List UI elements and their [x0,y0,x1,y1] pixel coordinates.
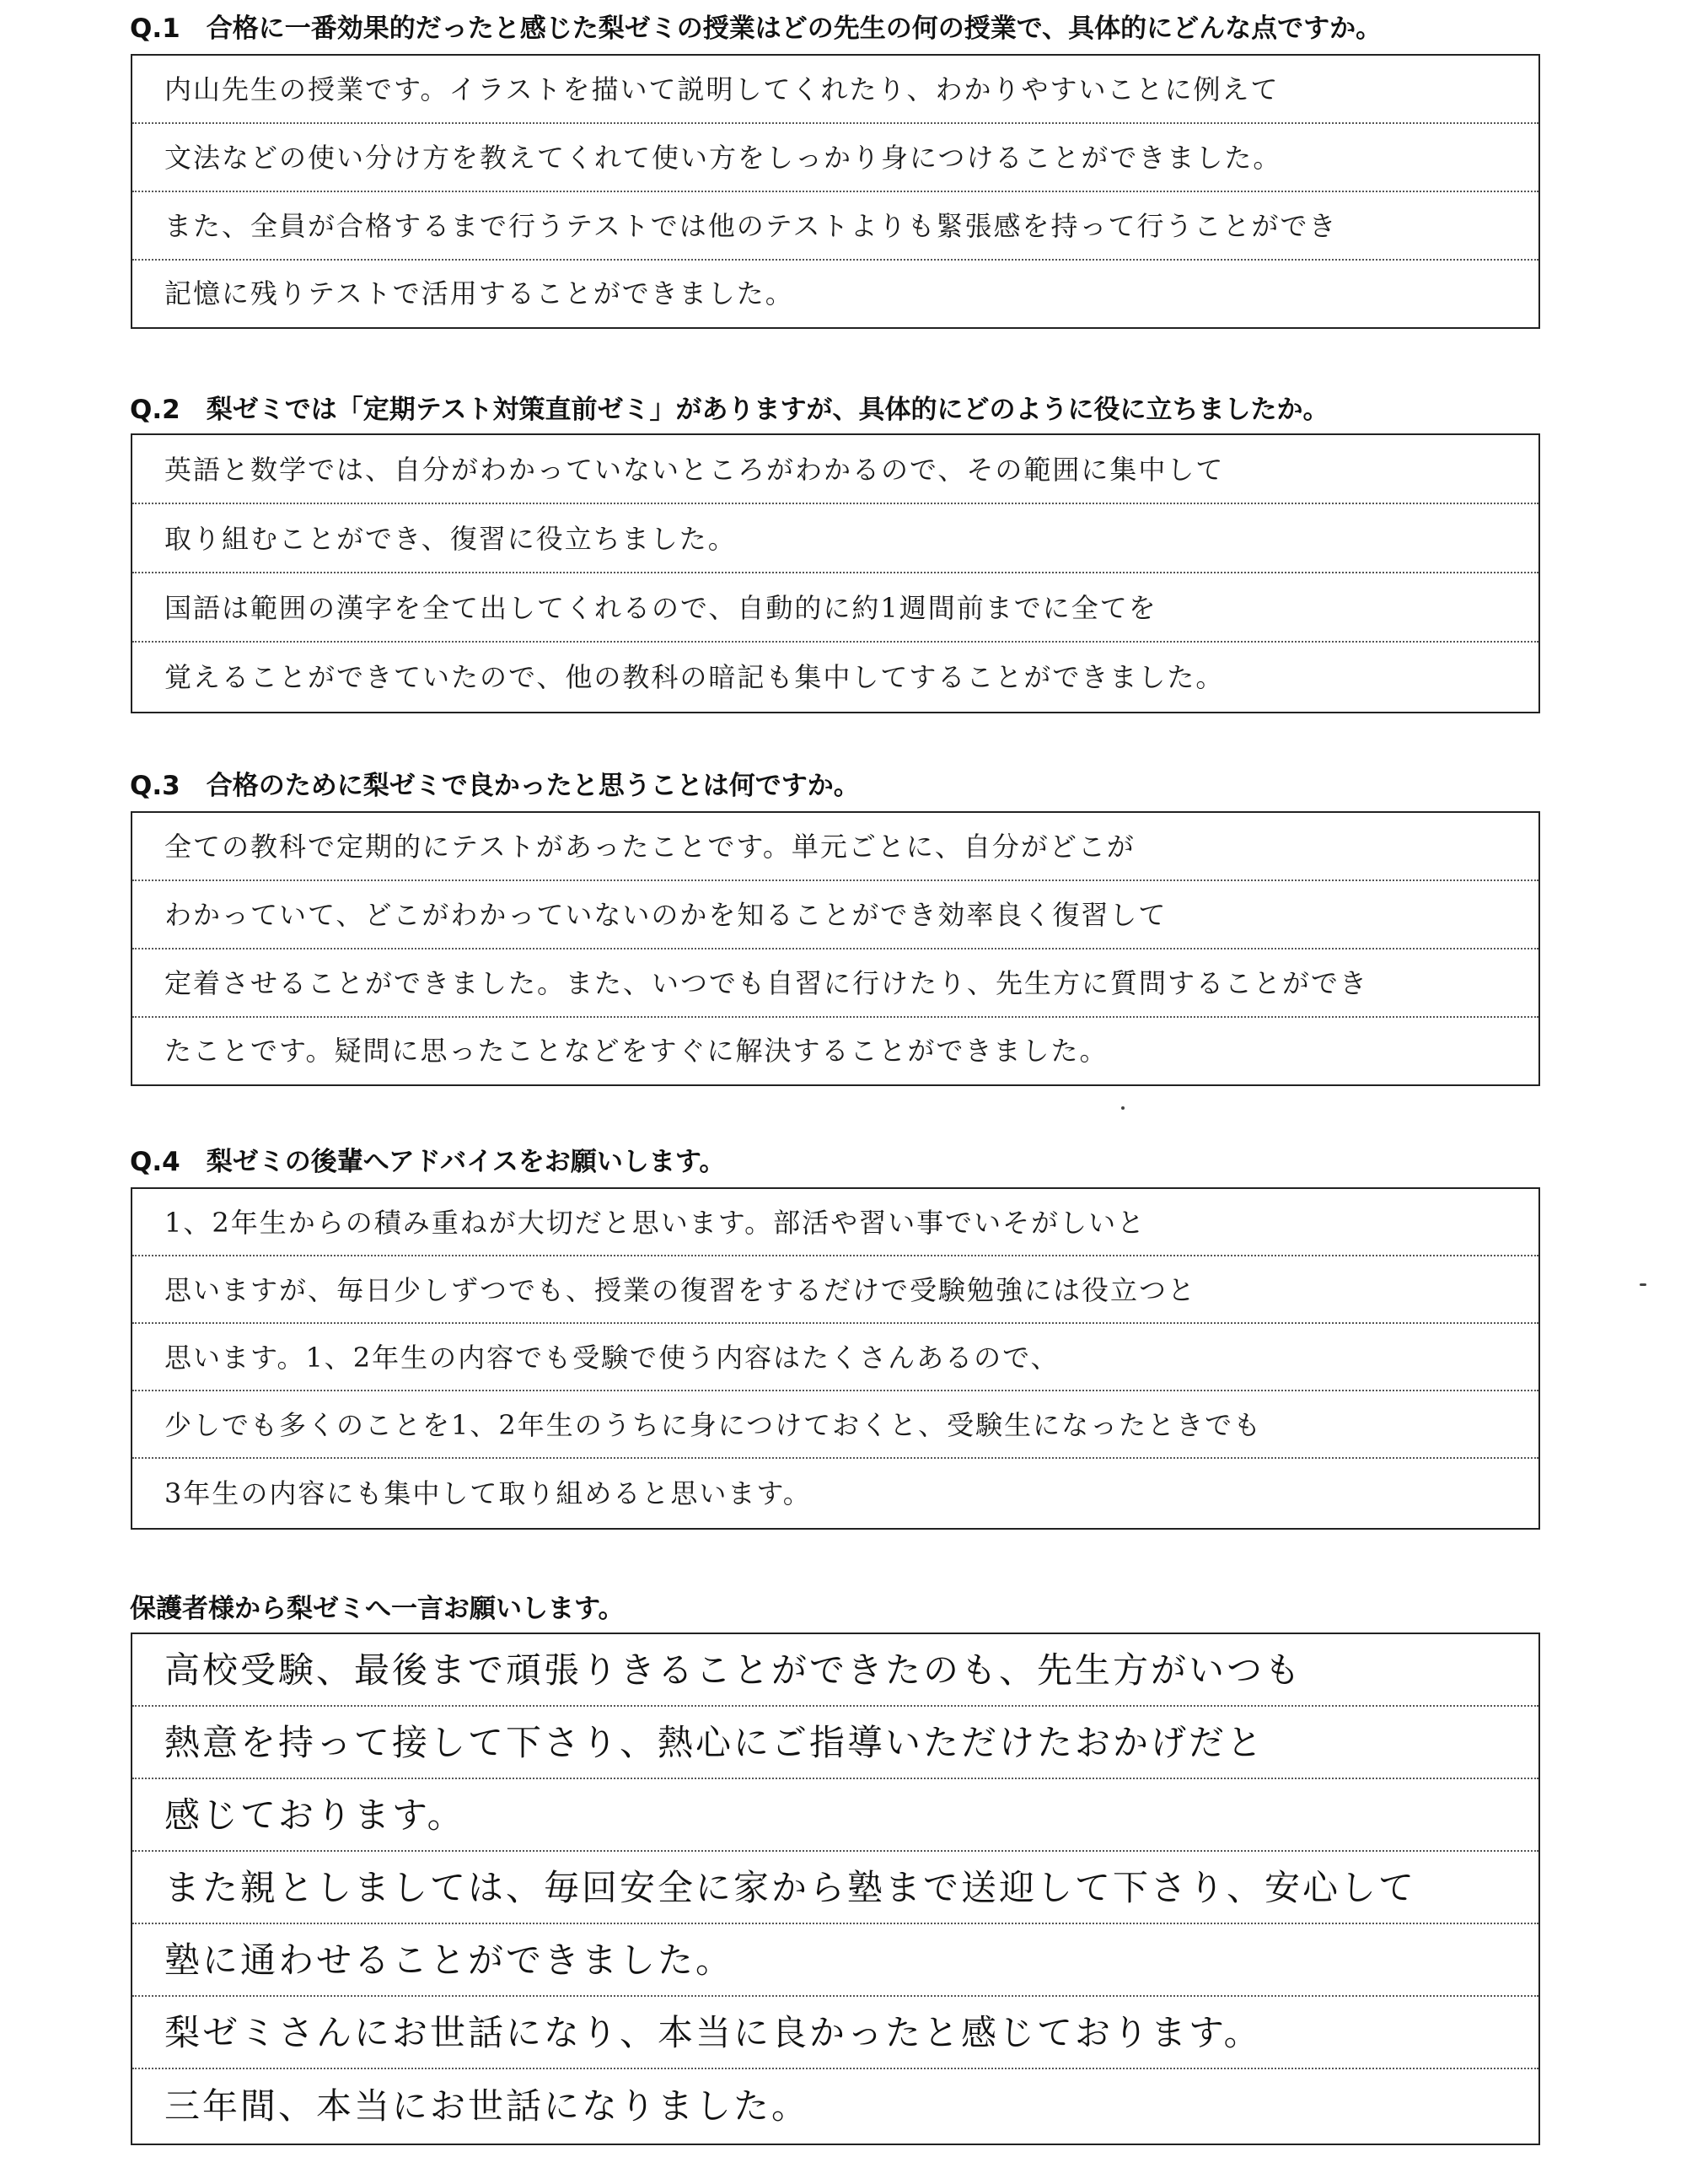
answer-line: 梨ゼミさんにお世話になり、本当に良かったと感じております。 [132,1997,1538,2069]
parent-comment-title: 保護者様から梨ゼミへ一言お願いします。 [130,1594,625,1624]
question-title-2: Q.2 梨ゼミでは「定期テスト対策直前ゼミ」がありますが、具体的にどのように役に立ちましたか。 [130,395,1329,425]
question-title-1: Q.1 合格に一番効果的だったと感じた梨ゼミの授業はどの先生の何の授業で、具体的にどんな点ですか。 [130,13,1383,44]
answer-line: 取り組むことができ、復習に役立ちました。 [132,504,1538,573]
answer-line: 思います。1、2年生の内容でも受験で使う内容はたくさんあるので、 [132,1324,1538,1391]
answer-line: 少しでも多くのことを1、2年生のうちに身につけておくと、受験生になったときでも [132,1391,1538,1459]
answer-line: 塾に通わせることができました。 [132,1924,1538,1997]
answer-line: 国語は範囲の漢字を全て出してくれるので、自動的に約1週間前までに全てを [132,573,1538,643]
answer-line: 英語と数学では、自分がわかっていないところがわかるので、その範囲に集中して [132,435,1538,504]
answer-line: たことです。疑問に思ったことなどをすぐに解決することができました。 [164,1035,1109,1067]
answer-line: 3年生の内容にも集中して取り組めると思います。 [164,1477,812,1509]
answer-line: 内山先生の授業です。イラストを描いて説明してくれたり、わかりやすいことに例えて [132,56,1538,124]
answer-line: 記憶に残りテストで活用することができました。 [164,277,794,309]
answer-line: 高校受験、最後まで頑張りきることができたのも、先生方がいつも [132,1634,1538,1707]
answer-line: わかっていて、どこがわかっていないのかを知ることができ効率良く復習して [132,881,1538,949]
answer-line: 文法などの使い分け方を教えてくれて使い方をしっかり身につけることができました。 [132,124,1538,192]
answer-line: 思いますが、毎日少しずつでも、授業の復習をするだけで受験勉強には役立つと [132,1256,1538,1324]
answer-line: また、全員が合格するまで行うテストでは他のテストよりも緊張感を持って行うことができ [132,192,1538,261]
question-title-4: Q.4 梨ゼミの後輩へアドバイスをお願いします。 [130,1147,726,1177]
answer-line: また親としましては、毎回安全に家から塾まで送迎して下さり、安心して [132,1852,1538,1924]
answer-line: 全ての教科で定期的にテストがあったことです。単元ごとに、自分がどこが [132,813,1538,881]
answer-line: 感じております。 [132,1779,1538,1852]
question-title-3: Q.3 合格のために梨ゼミで良かったと思うことは何ですか。 [130,771,860,801]
scan-speck [1640,1283,1646,1286]
answer-box-3 [131,811,1540,1086]
answer-line: 定着させることができました。また、いつでも自習に行けたり、先生方に質問することができ [132,949,1538,1018]
answer-line: 三年間、本当にお世話になりました。 [164,2085,810,2127]
answer-line: 熱意を持って接して下さり、熱心にご指導いただけたおかげだと [132,1707,1538,1779]
answer-box-2 [131,433,1540,713]
answer-box-4 [131,1187,1540,1530]
parent-comment-box [131,1633,1540,2145]
answer-line: 1、2年生からの積み重ねが大切だと思います。部活や習い事でいそがしいと [132,1189,1538,1256]
answer-line: 覚えることができていたので、他の教科の暗記も集中してすることができました。 [164,661,1225,693]
answer-box-1 [131,54,1540,329]
scan-speck [1121,1106,1125,1110]
